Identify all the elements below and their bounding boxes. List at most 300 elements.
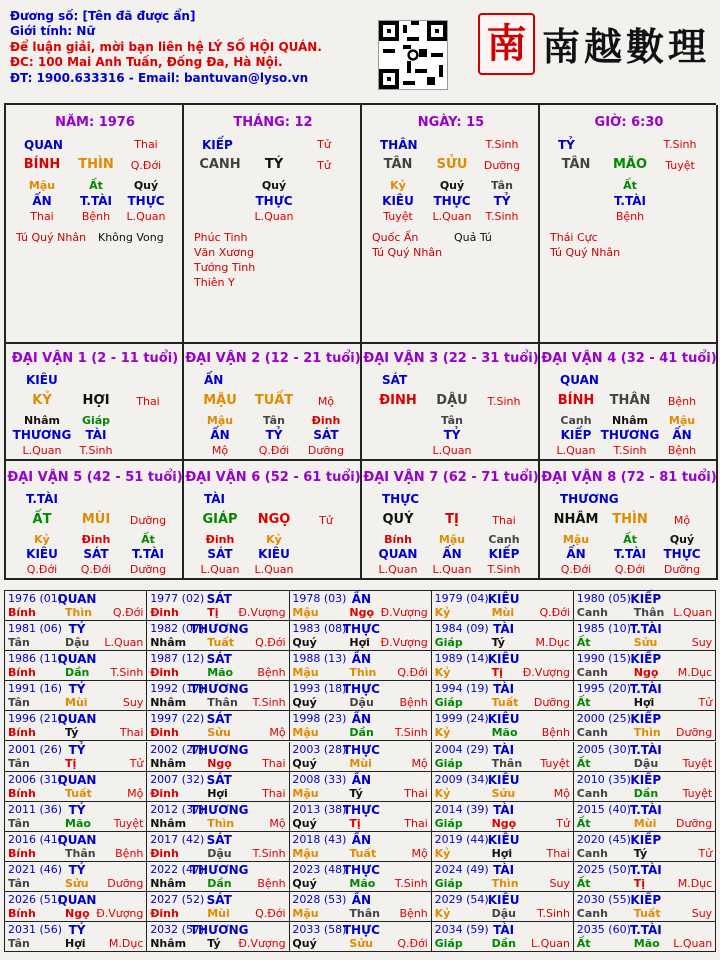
year-chi: Thìn <box>633 726 661 740</box>
year-cell <box>5 651 147 681</box>
year-cell <box>289 892 431 922</box>
year-chi: Dần <box>65 666 90 680</box>
year-can: Mậu <box>292 726 319 740</box>
year-label: 1992 (17) <box>150 682 205 696</box>
year-cell <box>574 621 716 651</box>
year-cell <box>147 862 289 892</box>
year-label: 1986 (11) <box>8 652 63 666</box>
year-cell <box>289 621 431 651</box>
year-ten-god: KIÊU <box>487 772 520 787</box>
dai-van-cell <box>540 461 718 580</box>
year-phase: Suy <box>691 907 713 920</box>
year-phase: L.Quan <box>104 636 144 650</box>
dai-van-cell <box>362 342 540 461</box>
hidden-stem: Bính <box>384 533 412 546</box>
year-ten-god: TỶ <box>68 802 86 817</box>
hidden-ten-god: QUAN <box>378 547 418 561</box>
year-ten-god: TỶ <box>68 622 86 637</box>
hidden-phase: Mộ <box>211 444 229 457</box>
year-ten-god: THỰC <box>342 622 380 637</box>
year-ten-god: SÁT <box>206 712 232 727</box>
year-chi: Tý <box>633 846 648 860</box>
hidden-ten-god: KIẾP <box>560 428 592 442</box>
dai-van-chi: TỊ <box>445 512 459 527</box>
year-can: Đinh <box>150 907 179 920</box>
year-phase: Mộ <box>269 816 286 830</box>
hidden-ten-god: ẤN <box>210 428 230 442</box>
hidden-phase: L.Quan <box>254 563 294 576</box>
year-label: 2031 (56) <box>8 923 63 937</box>
year-label: 1994 (19) <box>434 682 489 696</box>
dai-van-title: ĐẠI VẬN 7 (62 - 71 tuổi) <box>363 470 539 485</box>
hidden-ten-god: TỶ <box>443 428 461 442</box>
year-can: Đinh <box>150 786 179 800</box>
dai-van-ten-god: SÁT <box>382 373 408 387</box>
dai-van-cell <box>6 342 184 461</box>
dai-van-title: ĐẠI VẬN 4 (32 - 41 tuổi) <box>541 351 717 366</box>
year-ten-god: KIÊU <box>487 832 520 847</box>
year-phase: Thai <box>404 786 428 800</box>
hidden-phase: T.Sinh <box>485 210 519 223</box>
dai-van-phase: Dưỡng <box>129 514 167 527</box>
year-phase: Dưỡng <box>676 726 713 740</box>
year-cell <box>574 591 716 621</box>
year-can: Quý <box>292 816 317 830</box>
hidden-stem: Đinh <box>81 533 111 546</box>
pillar-ten-god: THÂN <box>380 138 418 152</box>
year-cell <box>5 892 147 922</box>
hidden-stem: Ất <box>623 533 637 546</box>
year-ten-god: T.TÀI <box>629 802 662 817</box>
year-label: 1996 (21) <box>8 712 63 726</box>
year-phase: T.Sinh <box>110 666 144 680</box>
hidden-ten-god: KIÊU <box>26 547 58 561</box>
pillar-chi: THÌN <box>78 157 114 172</box>
year-phase: L.Quan <box>673 606 713 619</box>
year-chi: Tị <box>207 606 219 619</box>
year-can: Kỷ <box>434 606 451 619</box>
hidden-stem: Tân <box>491 179 513 192</box>
star-item: Văn Xương <box>194 246 254 259</box>
year-phase: Thai <box>404 816 428 830</box>
dai-van-chi: NGỌ <box>257 512 291 527</box>
year-ten-god: ẤN <box>351 772 372 787</box>
year-cell <box>289 832 431 862</box>
year-chi: Dậu <box>633 756 659 770</box>
year-chi: Hợi <box>207 786 228 800</box>
year-label: 1989 (14) <box>434 652 489 666</box>
year-phase: Q.Đới <box>255 907 286 920</box>
hidden-phase: T.Sinh <box>79 444 113 457</box>
year-phase: M.Dục <box>677 666 713 680</box>
year-can: Ất <box>576 636 591 650</box>
year-phase: Thai <box>262 756 286 770</box>
year-cell <box>289 742 431 772</box>
year-cell <box>5 772 147 802</box>
dai-van-can: NHÂM <box>553 512 599 527</box>
hidden-phase: Dưỡng <box>307 444 345 457</box>
year-can: Tân <box>8 636 30 650</box>
year-ten-god: TỶ <box>68 923 86 938</box>
year-can: Canh <box>576 666 608 680</box>
year-can: Kỷ <box>434 907 451 920</box>
dai-van-chi: TUẤT <box>254 393 294 408</box>
year-chi: Sửu <box>491 786 516 800</box>
year-cell <box>432 711 574 741</box>
dai-van-phase: Mộ <box>317 395 335 408</box>
year-chi: Ngọ <box>633 666 659 680</box>
year-phase: Tử <box>556 816 570 830</box>
year-chi: Thân <box>207 696 238 710</box>
dai-van-phase: Tử <box>319 514 333 527</box>
year-cell <box>147 772 289 802</box>
year-cell <box>289 862 431 892</box>
year-ten-god: TÀI <box>493 923 515 938</box>
hidden-stem: Quý <box>261 179 287 192</box>
hidden-ten-god: TỶ <box>265 428 283 442</box>
year-can: Mậu <box>292 786 319 800</box>
year-ten-god: QUAN <box>57 772 97 787</box>
year-phase: T.Sinh <box>394 726 428 740</box>
year-phase: Suy <box>691 636 713 650</box>
hidden-phase: Q.Đới <box>614 563 646 576</box>
dai-van-can: ẤT <box>32 512 52 527</box>
hidden-phase: L.Quan <box>432 444 472 457</box>
year-cell <box>432 832 574 862</box>
year-phase: L.Quan <box>531 937 570 951</box>
hidden-ten-god: ẤN <box>442 547 462 561</box>
dai-van-title: ĐẠI VẬN 8 (72 - 81 tuổi) <box>541 470 717 485</box>
year-phase: Suy <box>122 696 144 710</box>
year-phase: Bệnh <box>541 726 570 740</box>
pillar-aux: T.Sinh <box>663 138 697 151</box>
year-chi: Dậu <box>349 696 374 710</box>
year-cell <box>147 922 289 952</box>
year-phase: Bệnh <box>399 907 428 920</box>
phone-email-line: ĐT: 1900.633316 - Email: bantuvan@lyso.vn <box>10 70 309 85</box>
year-can: Ất <box>576 696 591 710</box>
hidden-phase: Bệnh <box>615 210 645 223</box>
pillar-ten-god: QUAN <box>24 138 63 152</box>
year-chi: Dậu <box>65 636 90 650</box>
year-cell <box>147 711 289 741</box>
year-ten-god: SÁT <box>206 893 232 907</box>
year-ten-god: THỰC <box>342 682 380 697</box>
year-phase: Đ.Vượng <box>238 606 286 619</box>
dai-van-chi: HỢI <box>82 393 110 408</box>
year-can: Quý <box>292 636 317 650</box>
year-label: 1978 (03) <box>292 592 347 605</box>
dai-van-phase: Bệnh <box>667 395 697 408</box>
year-phase: Đ.Vượng <box>238 937 286 951</box>
hidden-ten-god: KIẾP <box>488 547 520 561</box>
year-ten-god: THƯƠNG <box>189 682 249 697</box>
hidden-stem: Ất <box>141 533 155 546</box>
year-cell <box>432 862 574 892</box>
year-can: Bính <box>8 907 36 920</box>
year-chi: Mão <box>491 726 518 740</box>
year-phase: M.Dục <box>677 876 713 890</box>
year-ten-god: T.TÀI <box>629 923 662 938</box>
year-chi: Dần <box>491 937 516 951</box>
dai-van-ten-god: TÀI <box>204 492 226 506</box>
pillar-ten-god: KIẾP <box>202 138 233 152</box>
year-cell <box>147 591 289 621</box>
year-can: Bính <box>8 666 36 680</box>
dai-van-chi: DẬU <box>436 393 468 408</box>
year-can: Canh <box>576 726 608 740</box>
year-chi: Tuất <box>349 846 377 860</box>
year-can: Nhâm <box>150 636 187 650</box>
hidden-ten-god: THỰC <box>663 547 701 561</box>
star-item: Thiên Y <box>194 276 235 289</box>
year-ten-god: SÁT <box>206 592 232 606</box>
year-label: 2006 (31) <box>8 772 63 786</box>
year-cell <box>5 711 147 741</box>
hidden-stem: Giáp <box>81 414 111 427</box>
year-cell <box>5 862 147 892</box>
year-can: Tân <box>8 816 30 830</box>
year-can: Ất <box>576 816 591 830</box>
year-label: 2011 (36) <box>8 802 63 816</box>
year-can: Tân <box>8 937 30 951</box>
year-ten-god: KIẾP <box>630 893 662 907</box>
year-phase: Bệnh <box>115 846 144 860</box>
year-label: 1981 (06) <box>8 622 63 636</box>
year-cell <box>5 922 147 952</box>
hidden-phase: Thai <box>30 210 54 223</box>
dai-van-cell <box>540 342 718 461</box>
year-ten-god: TÀI <box>493 622 515 637</box>
hidden-ten-god: ẤN <box>566 547 586 561</box>
year-chi: Hợi <box>633 696 655 710</box>
dai-van-cell <box>184 461 362 580</box>
year-chi: Ngọ <box>65 907 90 920</box>
year-chi: Thìn <box>491 876 519 890</box>
year-chi: Tý <box>65 726 79 740</box>
year-label: 1988 (13) <box>292 652 347 666</box>
hidden-stem: Kỷ <box>266 533 282 546</box>
hidden-stem: Kỷ <box>390 179 406 192</box>
year-can: Giáp <box>434 937 463 951</box>
year-chi: Sửu <box>207 726 231 740</box>
year-cell <box>289 591 431 621</box>
year-chi: Tý <box>491 636 505 650</box>
year-cell <box>5 802 147 832</box>
hidden-ten-god: ẤN <box>32 194 52 208</box>
year-phase: Đ.Vượng <box>380 606 428 619</box>
year-chi: Hợi <box>65 937 86 951</box>
owner-line: Đương số: [Tên đã được ẩn] <box>10 9 196 23</box>
year-chi: Mão <box>207 666 234 680</box>
year-ten-god: KIÊU <box>487 592 520 606</box>
hidden-ten-god: T.TÀI <box>80 194 112 208</box>
year-cell <box>5 591 147 621</box>
year-cell <box>432 892 574 922</box>
seal-stamp: 南 <box>478 13 535 75</box>
year-ten-god: THƯƠNG <box>189 802 249 817</box>
star-item: Tú Quý Nhân <box>550 246 621 259</box>
year-phase: Đ.Vượng <box>96 907 144 920</box>
dai-van-chi: THÂN <box>609 393 651 408</box>
year-can: Tân <box>8 876 30 890</box>
dai-van-ten-god: ẤN <box>204 373 224 387</box>
hidden-phase: L.Quan <box>126 210 166 223</box>
year-label: 2017 (42) <box>150 832 205 846</box>
hidden-stem: Nhâm <box>24 414 60 427</box>
year-label: 2020 (45) <box>576 832 631 846</box>
year-ten-god: THỰC <box>342 862 380 877</box>
year-phase: M.Dục <box>535 636 570 650</box>
header-info <box>10 9 322 86</box>
pillar-cell <box>184 105 362 344</box>
pillar-title: NĂM: 1976 <box>55 115 135 130</box>
year-chi: Dậu <box>491 907 516 920</box>
year-label: 1997 (22) <box>150 712 205 726</box>
hidden-phase: Q.Đới <box>26 563 58 576</box>
year-chi: Sửu <box>65 876 89 890</box>
year-ten-god: ẤN <box>351 592 372 606</box>
year-cell <box>147 621 289 651</box>
year-ten-god: TỶ <box>68 862 86 877</box>
year-chi: Ngọ <box>349 606 375 619</box>
hidden-phase: L.Quan <box>378 563 418 576</box>
year-label: 1982 (07) <box>150 622 205 636</box>
hidden-phase: L.Quan <box>22 444 62 457</box>
year-can: Canh <box>576 606 608 619</box>
year-ten-god: KIẾP <box>630 712 662 727</box>
pillar-title: NGÀY: 15 <box>417 115 485 130</box>
hidden-ten-god: SÁT <box>313 428 339 442</box>
year-phase: T.Sinh <box>537 907 570 920</box>
hidden-ten-god: ẤN <box>672 428 692 442</box>
year-ten-god: KIẾP <box>630 772 662 787</box>
year-cell <box>432 621 574 651</box>
year-cell <box>5 621 147 651</box>
year-phase: M.Dục <box>108 937 144 951</box>
year-label: 2027 (52) <box>150 893 205 906</box>
year-label: 2032 (57) <box>150 923 205 937</box>
year-ten-god: KIẾP <box>630 832 662 847</box>
year-chi: Ngọ <box>491 816 517 830</box>
dai-van-can: QUÝ <box>382 512 414 527</box>
year-label: 1979 (04) <box>434 592 489 605</box>
year-ten-god: QUAN <box>57 893 97 907</box>
year-cell <box>574 742 716 772</box>
hidden-ten-god: T.TÀI <box>614 194 646 208</box>
star-item: Không Vong <box>98 231 164 244</box>
pillar-phase: Q.Đới <box>130 159 162 172</box>
dai-van-phase: Thai <box>136 395 160 408</box>
hidden-ten-god: THỰC <box>127 194 165 208</box>
year-ten-god: KIẾP <box>630 592 662 606</box>
star-item: Tú Quý Nhân <box>16 231 87 244</box>
year-ten-god: TÀI <box>493 802 515 817</box>
year-phase: Thai <box>119 726 144 740</box>
year-ten-god: QUAN <box>57 712 97 727</box>
year-can: Giáp <box>434 816 463 830</box>
hidden-stem: Nhâm <box>612 414 648 427</box>
pillar-can: CANH <box>199 157 241 172</box>
year-ten-god: THƯƠNG <box>189 742 249 757</box>
dai-van-title: ĐẠI VẬN 2 (12 - 21 tuổi) <box>185 351 361 366</box>
year-label: 2013 (38) <box>292 802 347 816</box>
year-ten-god: T.TÀI <box>629 742 662 757</box>
year-label: 2033 (58) <box>292 923 347 937</box>
dai-van-ten-god: THƯƠNG <box>560 492 619 506</box>
hidden-ten-god: THỰC <box>255 194 293 208</box>
hidden-phase: L.Quan <box>432 210 472 223</box>
year-cell <box>289 922 431 952</box>
hidden-phase: Bệnh <box>81 210 111 223</box>
year-phase: Q.Đới <box>112 606 144 619</box>
pillar-cell <box>540 105 718 344</box>
year-ten-god: THỰC <box>342 742 380 757</box>
year-phase: Q.Đới <box>397 937 428 951</box>
year-phase: Thai <box>262 786 286 800</box>
year-chi: Ngọ <box>207 756 232 770</box>
star-item: Tú Quý Nhân <box>372 246 443 259</box>
hidden-phase: T.Sinh <box>487 563 521 576</box>
pillar-can: BÍNH <box>23 157 61 172</box>
pillar-chi: MÃO <box>612 157 648 172</box>
year-chi: Tị <box>65 756 77 770</box>
year-cell <box>574 711 716 741</box>
year-phase: T.Sinh <box>252 846 286 860</box>
year-chi: Mùi <box>207 907 230 920</box>
year-label: 2019 (44) <box>434 832 489 846</box>
pillar-title: GIỜ: 6:30 <box>594 115 664 130</box>
year-label: 2028 (53) <box>292 893 347 906</box>
year-cell <box>432 802 574 832</box>
hidden-ten-god: KIÊU <box>258 547 290 561</box>
hidden-stem: Mậu <box>206 414 234 427</box>
year-ten-god: QUAN <box>57 832 97 847</box>
year-chi: Tị <box>491 666 503 680</box>
star-item: Thái Cực <box>550 231 598 244</box>
year-phase: Mộ <box>127 786 144 800</box>
dai-van-title: ĐẠI VẬN 5 (42 - 51 tuổi) <box>7 470 183 485</box>
hidden-stem: Canh <box>488 533 520 546</box>
year-ten-god: TÀI <box>493 742 515 757</box>
dai-van-ten-god: KIÊU <box>26 373 58 387</box>
dai-van-ten-god: QUAN <box>560 373 599 387</box>
dai-van-can: KỶ <box>32 393 52 408</box>
pillar-chi: SỬU <box>436 157 468 172</box>
year-can: Mậu <box>292 666 319 680</box>
year-ten-god: THƯƠNG <box>189 923 249 938</box>
hidden-phase: Dưỡng <box>129 563 167 576</box>
year-label: 1987 (12) <box>150 652 205 666</box>
year-can: Kỷ <box>434 726 451 740</box>
year-phase: Dưỡng <box>107 876 144 890</box>
hidden-phase: L.Quan <box>432 563 472 576</box>
year-cell <box>289 651 431 681</box>
hidden-stem: Quý <box>439 179 465 192</box>
year-ten-god: KIẾP <box>630 652 662 667</box>
year-phase: Q.Đới <box>539 606 570 619</box>
year-chi: Mùi <box>633 816 657 830</box>
year-phase: Tử <box>698 696 713 710</box>
year-label: 1977 (02) <box>150 592 205 605</box>
year-cell <box>574 862 716 892</box>
dai-van-cell <box>184 342 362 461</box>
year-label: 2021 (46) <box>8 862 63 876</box>
dai-van-grid <box>4 342 716 580</box>
year-ten-god: KIÊU <box>487 652 520 667</box>
hidden-phase: Q.Đới <box>560 563 592 576</box>
star-item: Quốc Ấn <box>372 231 419 244</box>
